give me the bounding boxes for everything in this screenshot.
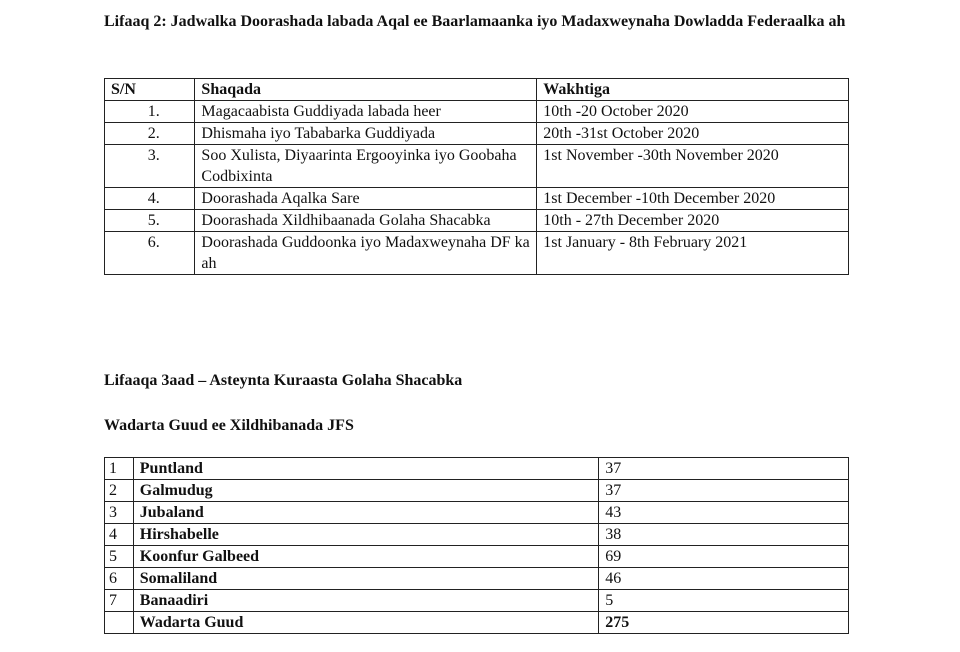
row-time: 1st November -30th November 2020 [537,145,849,188]
table-row [105,458,849,480]
row-sn: 5. [105,210,195,232]
schedule-header-row [105,79,849,101]
row-time: 1st December -10th December 2020 [537,188,849,210]
row-number: 1 [105,458,134,480]
row-number: 2 [105,480,134,502]
row-sn: 3. [105,145,195,188]
header-sn: S/N [105,79,195,101]
row-region: Puntland [133,458,599,480]
row-time: 1st January - 8th February 2021 [537,232,849,275]
row-seats: 46 [599,568,849,590]
row-number: 5 [105,546,134,568]
row-time: 10th -20 October 2020 [537,101,849,123]
row-sn: 1. [105,101,195,123]
schedule-table [104,78,849,275]
row-region: Hirshabelle [133,524,599,546]
row-number: 6 [105,568,134,590]
row-time: 20th -31st October 2020 [537,123,849,145]
row-task: Doorashada Guddoonka iyo Madaxweynaha DF ka ah [195,232,537,275]
table-row [105,101,849,123]
table-row [105,502,849,524]
row-time: 10th - 27th December 2020 [537,210,849,232]
row-seats: 69 [599,546,849,568]
total-label: Wadarta Guud [133,612,599,634]
table-row [105,145,849,188]
table-row [105,590,849,612]
row-sn: 4. [105,188,195,210]
table-row [105,524,849,546]
row-number: 4 [105,524,134,546]
row-region: Somaliland [133,568,599,590]
row-number-empty [105,612,134,634]
row-region: Koonfur Galbeed [133,546,599,568]
row-seats: 37 [599,480,849,502]
table-row [105,480,849,502]
table-row [105,210,849,232]
row-region: Jubaland [133,502,599,524]
annex3-title: Lifaaqa 3aad – Asteynta Kuraasta Golaha Shacabka [104,372,463,389]
total-seats: 275 [599,612,849,634]
row-task: Magacaabista Guddiyada labada heer [195,101,537,123]
total-row [105,612,849,634]
table-row [105,232,849,275]
row-region: Galmudug [133,480,599,502]
annex3-subtitle: Wadarta Guud ee Xildhibanada JFS [104,417,354,434]
annex2-title: Lifaaq 2: Jadwalka Doorashada labada Aqal ee Baarlamaanka iyo Madaxweynaha Dowladda Federaalka ah [104,13,846,30]
row-task: Dhismaha iyo Tababarka Guddiyada [195,123,537,145]
header-time: Wakhtiga [537,79,849,101]
table-row [105,123,849,145]
row-seats: 43 [599,502,849,524]
row-task: Soo Xulista, Diyaarinta Ergooyinka iyo Goobaha Codbixinta [195,145,537,188]
row-seats: 37 [599,458,849,480]
table-row [105,546,849,568]
row-sn: 6. [105,232,195,275]
row-sn: 2. [105,123,195,145]
row-task: Doorashada Aqalka Sare [195,188,537,210]
row-number: 7 [105,590,134,612]
row-seats: 38 [599,524,849,546]
row-number: 3 [105,502,134,524]
row-region: Banaadiri [133,590,599,612]
row-seats: 5 [599,590,849,612]
seats-table [104,457,849,634]
header-task: Shaqada [195,79,537,101]
table-row [105,568,849,590]
table-row [105,188,849,210]
row-task: Doorashada Xildhibaanada Golaha Shacabka [195,210,537,232]
